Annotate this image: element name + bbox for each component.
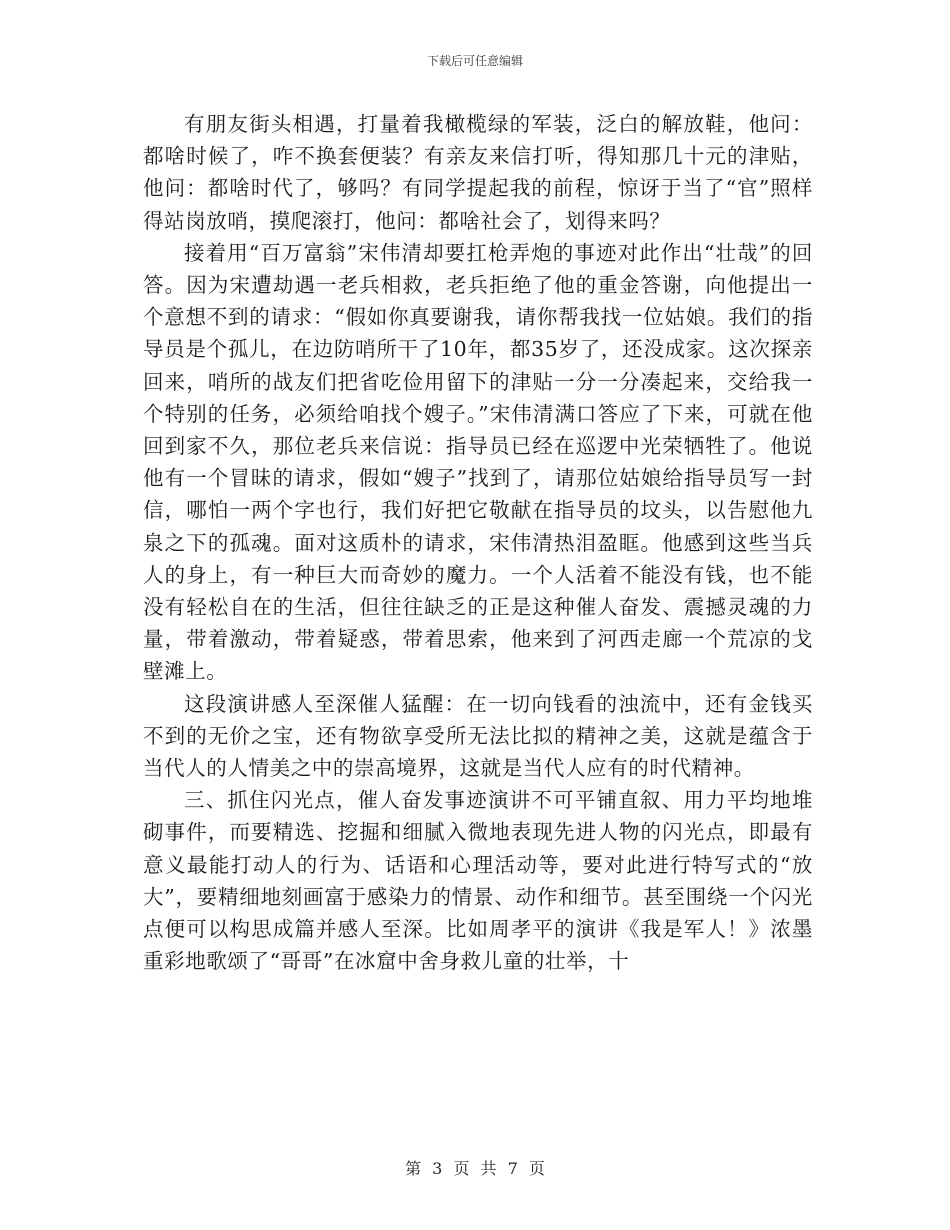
paragraph-3: 这段演讲感人至深催人猛醒：在一切向钱看的浊流中，还有金钱买不到的无价之宝，还有物欲享受所无法比拟的精神之美，这就是蕴含于当代人的人情美之中的崇高境界，这就是当代人应有的时代精神。 <box>143 691 813 781</box>
paragraph-1: 有朋友街头相遇，打量着我橄榄绿的军装，泛白的解放鞋，他问：都啥时候了，咋不换套便装？有亲友来信打听，得知那几十元的津贴，他问：都啥时代了，够吗？有同学提起我的前程，惊讶于当了“官”照样得站岗放哨，摸爬滚打，他问：都啥社会了，划得来吗？ <box>143 112 813 233</box>
page-footer: 第 3 页 共 7 页 <box>405 1159 545 1178</box>
paragraph-4: 三、抓住闪光点，催人奋发事迹演讲不可平铺直叙、用力平均地堆砌事件，而要精选、挖掘和细腻入微地表现先进人物的闪光点，即最有意义最能打动人的行为、话语和心理活动等，要对此进行特写式的“放大”，要精细地刻画富于感染力的情景、动作和细节。甚至围绕一个闪光点便可以构思成篇并感人至深。比如周孝平的演讲《我是军人！》浓墨重彩地歌颂了“哥哥”在冰窟中舍身救儿童的壮举，十 <box>143 788 813 974</box>
paragraph-2: 接着用“百万富翁”宋伟清却要扛枪弄炮的事迹对此作出“壮哉”的回答。因为宋遭劫遇一老兵相救，老兵拒绝了他的重金答谢，向他提出一个意想不到的请求：“假如你真要谢我，请你帮我找一位姑娘。我们的指导员是个孤儿，在边防哨所干了10年，都35岁了，还没成家。这次探亲回来，哨所的战友们把省吃俭用留下的津贴一分一分凑起来，交给我一个特别的任务，必须给咱找个嫂子。”宋伟清满口答应了下来，可就在他回到家不久，那位老兵来信说：指导员已经在巡逻中光荣牺牲了。他说他有一个冒昧的请求，假如“嫂子”找到了，请那位姑娘给指导员写一封信，哪怕一两个字也行，我们好把它敬献在指导员的坟头，以告慰他九泉之下的孤魂。面对这质朴的请求，宋伟清热泪盈眶。他感到这些当兵人的身上，有一种巨大而奇妙的魔力。一个人活着不能没有钱，也不能没有轻松自在的生活，但往往缺乏的正是这种催人奋发、震撼灵魂的力量，带着激动，带着疑惑，带着思索，他来到了河西走廊一个荒凉的戈壁滩上。 <box>143 240 813 684</box>
document-body <box>143 108 813 977</box>
page-header: 下载后可任意编辑 <box>426 54 523 68</box>
